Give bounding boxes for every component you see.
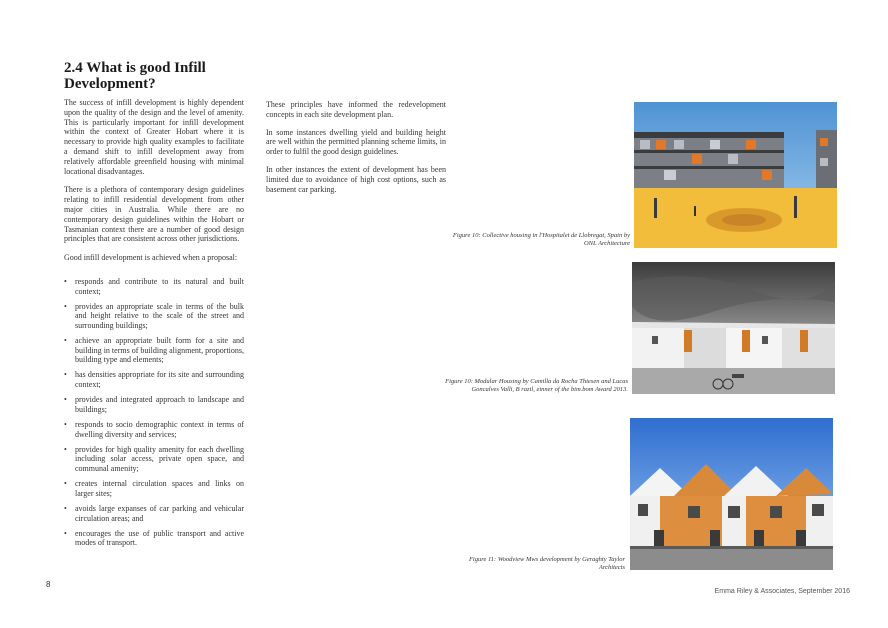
list-item: • responds and contribute to its natural and built context; — [64, 276, 244, 296]
figure-caption: Figure 10: Modular Housing by Camilla da Rocha Thiesen and Lucas Goncalves Valli, B razil, einner of the bim.bom Award 2013. — [445, 378, 628, 393]
figure-caption: Figure 11: Woodview Mws development by Geraghty Taylor Architects — [468, 556, 625, 571]
figure-photo-modular-housing — [632, 262, 835, 394]
list-item: • avoids large expanses of car parking and vehicular circulation areas; and — [64, 503, 244, 523]
paragraph: In some instances dwelling yield and building height are well within the permitted planning scheme limits, in order to fulfil the good design guidelines. — [266, 127, 446, 157]
paragraph: The success of infill development is highly dependent upon the quality of the design and the level of amenity. This is particularly important for infill development within the context of Greater Hobart where it is necessary to provide high quality examples to facilitate a demand shift to infill development away from relatively affordable greenfield housing with minimal locational disadvantages. — [64, 98, 244, 176]
paragraph: Good infill development is achieved when a proposal: — [64, 253, 238, 263]
footer-credit: Emma Riley & Associates, September 2016 — [714, 588, 850, 595]
list-item: • has densities appropriate for its site and surrounding context; — [64, 370, 244, 390]
list-item: • achieve an appropriate built form for a site and building in terms of building alignment, proportions, building type and elements; — [64, 336, 244, 365]
criteria-list — [64, 277, 244, 548]
paragraph: These principles have informed the redevelopment concepts in each site development plan. — [266, 100, 446, 119]
list-item: • provides and integrated approach to landscape and buildings; — [64, 395, 244, 414]
figure-photo-woodview-development — [630, 418, 833, 570]
section-heading: 2.4 What is good Infill Development? — [64, 60, 206, 92]
page-number: 8 — [46, 580, 51, 589]
list-item: • provides an appropriate scale in terms of the bulk and height relative to the scale of the street and surrounding buildings; — [64, 301, 244, 330]
middle-text-column — [266, 100, 446, 202]
figure-photo-collective-housing — [634, 102, 837, 248]
list-item: • responds to socio demographic context in terms of dwelling diversity and services; — [64, 420, 244, 439]
left-text-column — [64, 98, 244, 554]
list-item: • provides for high quality amenity for each dwelling including solar access, private open space, and communal amenity; — [64, 444, 244, 474]
list-item: • encourages the use of public transport and active modes of transport. — [64, 528, 244, 548]
list-item: • creates internal circulation spaces and links on larger sites; — [64, 479, 244, 498]
figure-caption: Figure 10: Collective housing in l'Hospitalet de Llobregat, Spain by ONL Architecture — [452, 232, 630, 247]
paragraph: There is a plethora of contemporary design guidelines relating to infill residential development from other major cities in Australia. While there are no contemporary design guidelines within the Hobart or Tasmanian context there are a number of good design principles that are consistent across other jurisdictions. — [64, 185, 244, 244]
paragraph: In other instances the extent of development has been limited due to avoidance of high cost options, such as basement car parking. — [266, 164, 446, 194]
